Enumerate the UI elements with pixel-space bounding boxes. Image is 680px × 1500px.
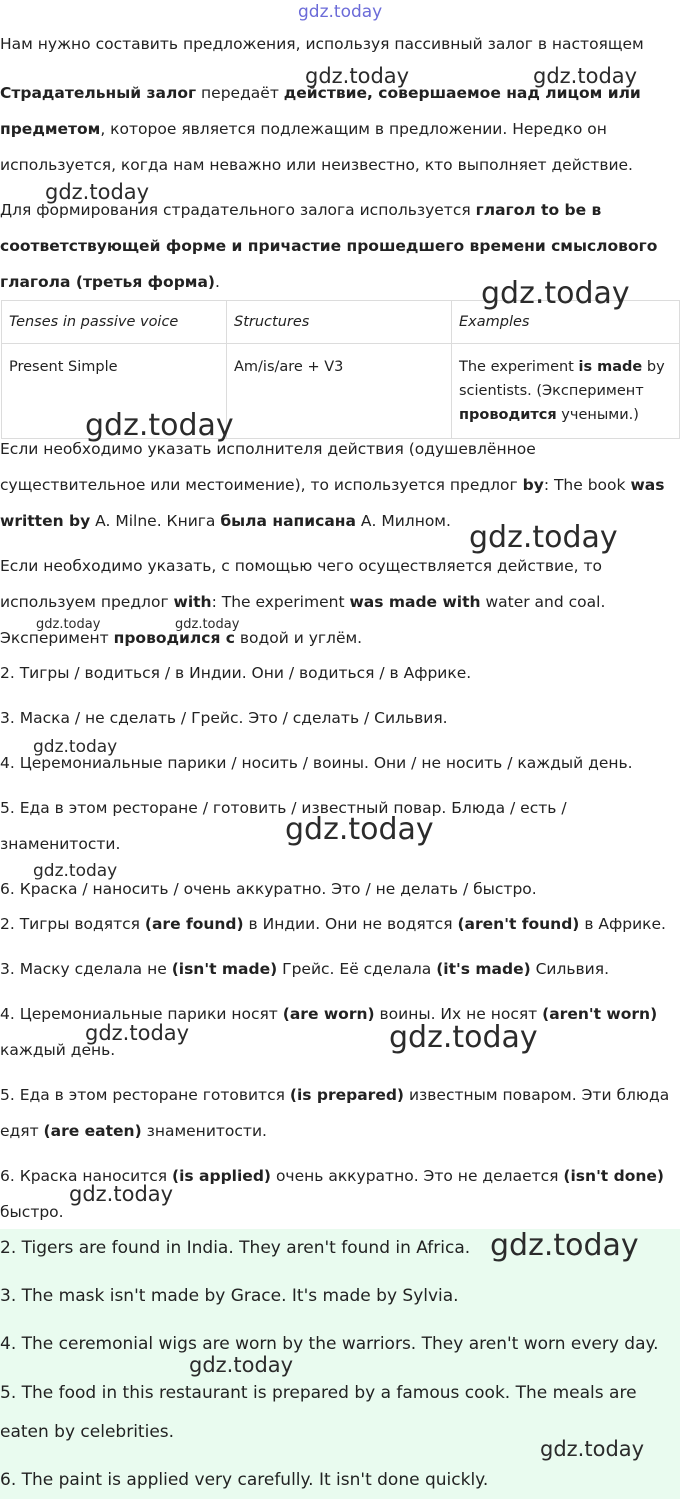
answer-en: 5. The food in this restaurant is prepared by a famous cook. The meals are eaten by celebrities.	[0, 1383, 637, 1442]
with-paragraph: Если необходимо указать, с помощью чего осуществляется действие, то используем предлог with: The experiment was made with water and coal. Эксперимент проводился с водой и углём.	[0, 557, 606, 647]
answer-en: 3. The mask isn't made by Grace. It's made by Sylvia.	[0, 1286, 459, 1306]
watermark: gdz.today	[36, 617, 101, 632]
passive-definition: Страдательный залог передаёт действие, совершаемое над лицом или предметом, которое является подлежащим в предложении. Нередко он используется, когда нам неважно или неизвестно, кто выполняет действие.	[0, 84, 641, 174]
watermark: gdz.today	[533, 64, 638, 88]
table-cell-example: The experiment is made by scientists. (Эксперимент проводится учеными.)	[452, 344, 680, 439]
watermark: gdz.today	[490, 1228, 639, 1263]
answer-en: 6. The paint is applied very carefully. It isn't done quickly.	[0, 1470, 489, 1490]
answer-en: 4. The ceremonial wigs are worn by the warriors. They aren't worn every day.	[0, 1334, 659, 1354]
answer-en: 2. Tigers are found in India. They aren't found in Africa.	[0, 1238, 471, 1258]
task-item: 2. Тигры / водиться / в Индии. Они / водиться / в Африке.	[0, 664, 472, 682]
watermark: gdz.today	[540, 1437, 645, 1461]
watermark: gdz.today	[305, 64, 410, 88]
table-header: Structures	[227, 301, 452, 344]
watermark: gdz.today	[175, 617, 240, 632]
answer-ru: 6. Краска наносится (is applied) очень аккуратно. Это не делается (isn't done) быстро.	[0, 1167, 664, 1221]
watermark: gdz.today	[33, 861, 118, 881]
watermark: gdz.today	[85, 1021, 190, 1045]
table-header: Tenses in passive voice	[2, 301, 227, 344]
watermark: gdz.today	[85, 408, 234, 443]
table-cell-structure: Am/is/are + V3	[227, 344, 452, 439]
task-item: 6. Краска / наносить / очень аккуратно. Это / не делать / быстро.	[0, 880, 537, 898]
watermark: gdz.today	[69, 1182, 174, 1206]
watermark: gdz.today	[481, 276, 630, 311]
watermark: gdz.today	[189, 1353, 294, 1377]
passive-formation: Для формирования страдательного залога используется глагол to be в соответствующей форме и причастие прошедшего времени смыслового глагола (третья форма).	[0, 201, 658, 291]
answer-ru: 4. Церемониальные парики носят (are worn) воины. Их не носят (aren't worn) каждый день.	[0, 1005, 658, 1059]
watermark: gdz.today	[285, 812, 434, 847]
table-header: Examples	[452, 301, 680, 344]
task-item: 3. Маска / не сделать / Грейс. Это / сделать / Сильвия.	[0, 709, 448, 727]
watermark: gdz.today	[45, 180, 150, 204]
watermark: gdz.today	[389, 1020, 538, 1055]
task-item: 5. Еда в этом ресторане / готовить / известный повар. Блюда / есть / знаменитости.	[0, 799, 567, 853]
task-item: 4. Церемониальные парики / носить / воины. Они / не носить / каждый день.	[0, 754, 633, 772]
watermark: gdz.today	[33, 737, 118, 757]
answer-ru: 5. Еда в этом ресторане готовится (is prepared) известным поваром. Эти блюда едят (are eaten) знаменитости.	[0, 1086, 670, 1140]
answer-ru: 3. Маску сделала не (isn't made) Грейс. Её сделала (it's made) Сильвия.	[0, 960, 609, 978]
answer-ru: 2. Тигры водятся (are found) в Индии. Они не водятся (aren't found) в Африке.	[0, 915, 666, 933]
watermark: gdz.today	[469, 520, 618, 555]
top-watermark: gdz.today	[298, 2, 383, 22]
table-cell-tense: Present Simple	[2, 344, 227, 439]
intro-line: Нам нужно составить предложения, используя пассивный залог в настоящем	[0, 35, 644, 53]
by-paragraph: Если необходимо указать исполнителя действия (одушевлённое существительное или местоимение), то используется предлог by: The book was written by A. Milne. Книга была написана А. Милном.	[0, 440, 665, 530]
